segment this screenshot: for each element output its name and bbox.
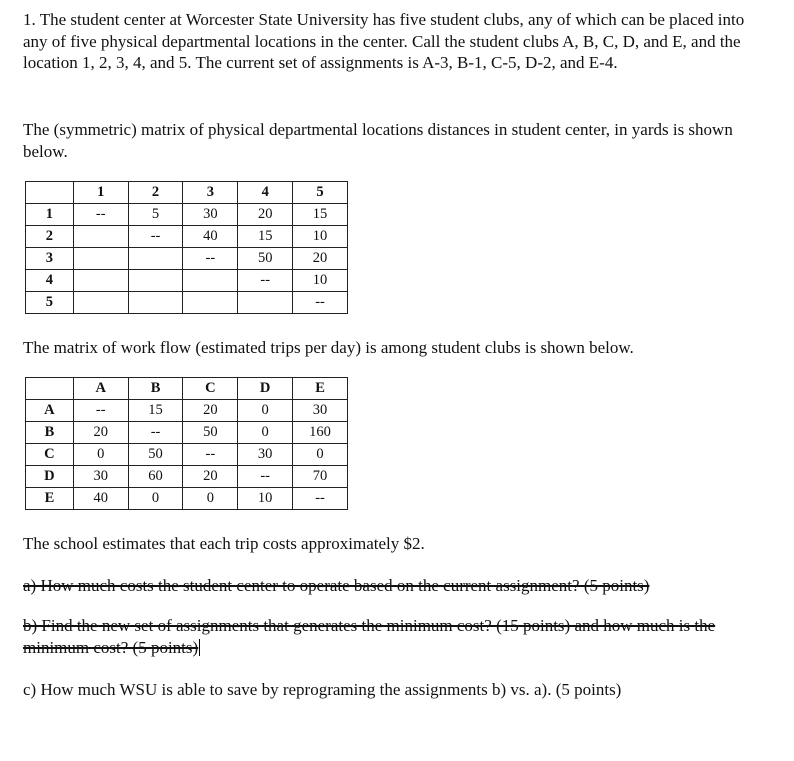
table-cell [128,270,183,292]
table-cell: 20 [293,248,348,270]
row-header-cell: 3 [26,248,74,270]
question-a-struck: a) How much costs the student center to operate based on the current assignment? (5 points) [23,576,650,595]
table-cell: 20 [73,422,128,444]
row-header-cell: C [26,444,74,466]
table-cell: -- [128,422,183,444]
table-row [26,400,348,422]
table-cell: 0 [293,444,348,466]
table-cell [128,248,183,270]
table-cell: 20 [238,204,293,226]
table-cell: -- [183,444,238,466]
problem-intro: 1. The student center at Worcester State University has five student clubs, any of which can be placed into any of five physical departmental locations in the center. Call the student clubs A, B, C, D, and E, and the location 1, 2, 3, 4, and 5. The current set of assignments is A-3, B-1, C-5, D-2, and E-4. [23,10,745,72]
table-cell: -- [238,466,293,488]
trip-cost-note: The school estimates that each trip costs approximately $2. [23,534,425,553]
table-cell: 15 [128,400,183,422]
table-cell: 15 [293,204,348,226]
table-row [26,248,348,270]
table-cell: 40 [183,226,238,248]
table-cell: -- [183,248,238,270]
header-cell: 3 [183,182,238,204]
table-cell: 10 [293,226,348,248]
row-header-cell: B [26,422,74,444]
table-row [26,226,348,248]
row-header-cell: E [26,488,74,510]
table-cell: -- [238,270,293,292]
row-header-cell: A [26,400,74,422]
row-header-cell: 1 [26,204,74,226]
table-cell: -- [128,226,183,248]
header-cell: B [128,378,183,400]
table-cell: 20 [183,466,238,488]
header-cell: A [73,378,128,400]
workflow-matrix-table [25,377,348,510]
table-cell: 160 [293,422,348,444]
row-header-cell: 4 [26,270,74,292]
table-cell: -- [73,400,128,422]
header-cell: 1 [73,182,128,204]
table-row [26,488,348,510]
table-cell: 20 [183,400,238,422]
table-cell: 10 [293,270,348,292]
table-cell: 30 [183,204,238,226]
table-row [26,292,348,314]
table-header-row [26,378,348,400]
table-cell: 30 [73,466,128,488]
table-cell: 5 [128,204,183,226]
table-cell: -- [73,204,128,226]
table-cell: 0 [238,422,293,444]
table-cell: 50 [238,248,293,270]
table-cell: 70 [293,466,348,488]
header-cell: D [238,378,293,400]
header-cell: 5 [293,182,348,204]
table-cell: -- [293,488,348,510]
table-cell: 0 [128,488,183,510]
table-cell [238,292,293,314]
table-cell [73,226,128,248]
table-cell: 10 [238,488,293,510]
table-cell: 0 [238,400,293,422]
text-cursor [199,639,200,656]
row-header-cell: D [26,466,74,488]
question-b-struck[interactable] [23,615,768,658]
table-cell [73,270,128,292]
table-cell: 15 [238,226,293,248]
table-cell [73,248,128,270]
table-cell: 30 [238,444,293,466]
table-row [26,270,348,292]
question-c: c) How much WSU is able to save by reprograming the assignments b) vs. a). (5 points) [23,680,622,699]
workflow-matrix-intro: The matrix of work flow (estimated trips per day) is among student clubs is shown below. [23,338,634,357]
table-cell: 50 [183,422,238,444]
header-cell [26,378,74,400]
header-cell: E [293,378,348,400]
header-cell: C [183,378,238,400]
header-cell [26,182,74,204]
header-cell: 2 [128,182,183,204]
table-row [26,444,348,466]
header-cell: 4 [238,182,293,204]
distance-matrix-intro: The (symmetric) matrix of physical departmental locations distances in student center, in yards is shown below. [23,120,733,161]
table-cell [183,270,238,292]
table-cell [73,292,128,314]
table-row [26,466,348,488]
table-cell: 60 [128,466,183,488]
table-cell: 0 [183,488,238,510]
table-cell: 50 [128,444,183,466]
table-cell: 40 [73,488,128,510]
row-header-cell: 5 [26,292,74,314]
table-cell [183,292,238,314]
table-cell: 30 [293,400,348,422]
table-header-row [26,182,348,204]
row-header-cell: 2 [26,226,74,248]
distance-matrix-table [25,181,348,314]
question-b-text: b) Find the new set of assignments that generates the minimum cost? (15 points) and how much is the minimum cost? (5 points) [23,616,716,657]
table-cell: 0 [73,444,128,466]
table-cell: -- [293,292,348,314]
table-cell [128,292,183,314]
table-row [26,204,348,226]
table-row [26,422,348,444]
